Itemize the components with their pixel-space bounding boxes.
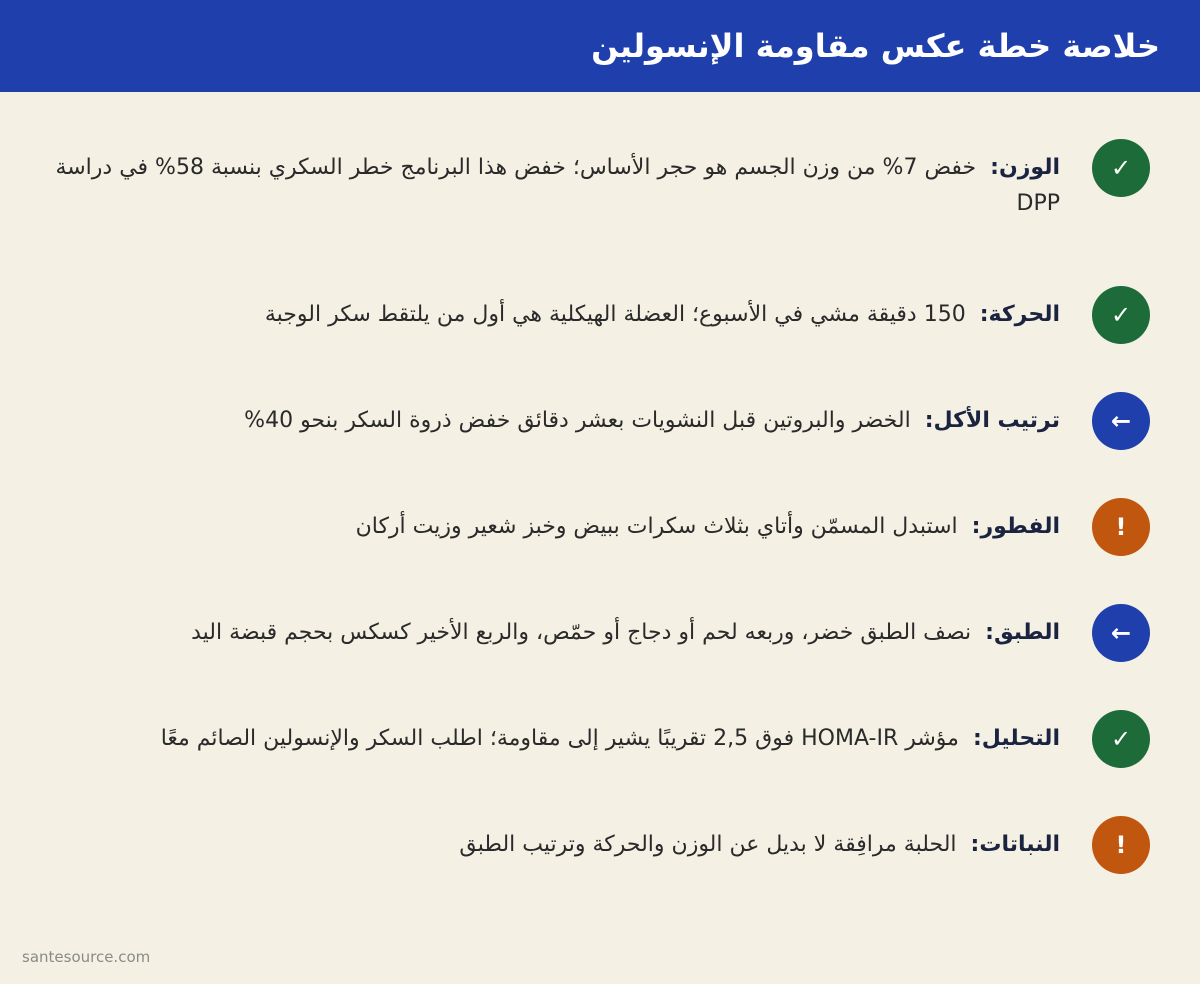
source-footer: santesource.com [22,948,151,966]
list-item-plants [50,816,1150,874]
arrow-icon: ← [1092,392,1150,450]
item-text [191,604,1060,651]
item-label: الوزن: [990,155,1060,180]
item-text [265,286,1060,333]
item-label: التحليل: [972,726,1060,751]
arrow-icon: ← [1092,604,1150,662]
item-text [459,816,1060,863]
item-label: الحركة: [979,302,1060,327]
item-body: مؤشر HOMA-IR فوق 2,5 تقريبًا يشير إلى مقاومة؛ اطلب السكر والإنسولين الصائم معًا [160,726,959,751]
item-body: الحلبة مرافِقة لا بديل عن الوزن والحركة وترتيب الطبق [459,832,957,857]
list-item-analysis [50,710,1150,768]
list-item-breakfast [50,498,1150,556]
item-body: استبدل المسمّن وأتاي بثلاث سكرات ببيض وخبز شعير وزيت أركان [355,514,958,539]
item-body: الخضر والبروتين قبل النشويات بعشر دقائق خفض ذروة السكر بنحو 40% [244,408,911,433]
item-label: الطبق: [985,620,1060,645]
item-label: الفطور: [971,514,1060,539]
item-label: ترتيب الأكل: [924,408,1060,433]
item-label: النباتات: [970,832,1060,857]
check-icon: ✓ [1092,286,1150,344]
list-item-meal-order [50,392,1150,450]
item-body: 150 دقيقة مشي في الأسبوع؛ العضلة الهيكلية هي أول من يلتقط سكر الوجبة [264,302,966,327]
item-text [50,139,1060,222]
check-icon: ✓ [1092,139,1150,197]
page-title: خلاصة خطة عكس مقاومة الإنسولين [591,27,1160,65]
item-text [244,392,1060,439]
item-text [161,710,1060,757]
exclamation-icon: ! [1092,816,1150,874]
list-item-movement [50,286,1150,344]
list-item-plate [50,604,1150,662]
item-body: نصف الطبق خضر، وربعه لحم أو دجاج أو حمّص، والربع الأخير كسكس بحجم قبضة اليد [191,620,972,645]
item-body: خفض 7% من وزن الجسم هو حجر الأساس؛ خفض هذا البرنامج خطر السكري بنسبة 58% في دراسة DPP [55,155,1060,216]
item-text [356,498,1060,545]
page-header [0,0,1200,92]
list-item-weight [50,139,1150,222]
exclamation-icon: ! [1092,498,1150,556]
check-icon: ✓ [1092,710,1150,768]
